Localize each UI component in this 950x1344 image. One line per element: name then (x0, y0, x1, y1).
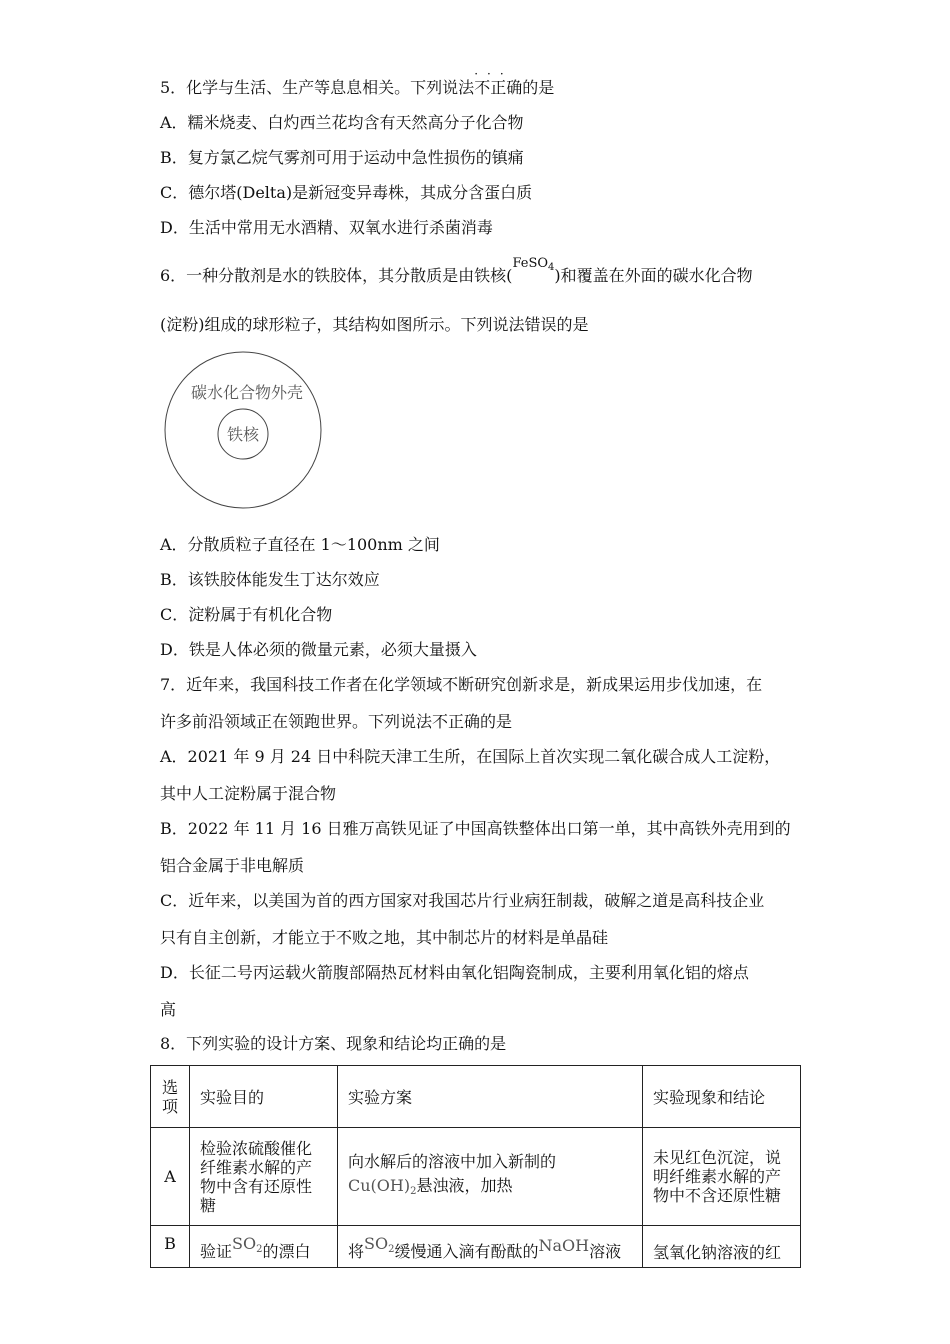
header-option: 选项 (151, 1066, 190, 1128)
q8-stem: 8．下列实验的设计方案、现象和结论均正确的是 (160, 1034, 507, 1053)
q5-option-b: B．复方氯乙烷气雾剂可用于运动中急性损伤的镇痛 (160, 148, 524, 167)
row-a-option: A (151, 1128, 190, 1226)
outer-shell-label: 碳水化合物外壳 (190, 383, 304, 402)
q7-option-c-line2: 只有自主创新，才能立于不败之地，其中制芯片的材料是单晶硅 (160, 928, 609, 947)
q6-option-c: C．淀粉属于有机化合物 (160, 605, 333, 624)
row-a-purpose: 检验浓硫酸催化 纤维素水解的产 物中含有还原性 糖 (190, 1128, 338, 1226)
q7-stem-line1: 7．近年来，我国科技工作者在化学领域不断研究创新求是，新成果运用步伐加速，在 (160, 675, 763, 694)
q7-option-d-line2: 高 (160, 1000, 177, 1019)
header-purpose: 实验目的 (190, 1066, 338, 1128)
table-row (151, 1128, 801, 1226)
colloid-structure-diagram (162, 350, 324, 512)
q6-option-d: D．铁是人体必须的微量元素，必须大量摄入 (160, 640, 477, 659)
table-row (151, 1226, 801, 1268)
row-b-option: B (151, 1226, 190, 1268)
q6-stem-line2: (淀粉)组成的球形粒子，其结构如图所示。下列说法错误的是 (160, 315, 589, 334)
row-b-purpose: 验证$SO_2$的漂白 (190, 1226, 338, 1268)
q5-stem: 5．化学与生活、生产等息息相关。下列说法 ··· 不正确的是 (160, 78, 554, 98)
row-b-result: 氢氧化钠溶液的红 (643, 1226, 801, 1268)
row-a-result: 未见红色沉淀，说 明纤维素水解的产 物中不含还原性糖 (643, 1128, 801, 1226)
q5-option-d: D．生活中常用无水酒精、双氧水进行杀菌消毒 (160, 218, 493, 237)
q6-option-a: A．分散质粒子直径在 1～100nm 之间 (160, 535, 440, 554)
header-method: 实验方案 (338, 1066, 643, 1128)
emphasis-dots: ··· (474, 67, 513, 81)
so2-formula: $SO_2$ (364, 1234, 395, 1255)
naoh-formula: NaOH (538, 1236, 590, 1255)
q6-option-b: B．该铁胶体能发生丁达尔效应 (160, 570, 380, 589)
cuoh2-formula: $Cu(OH)_2$ (348, 1175, 417, 1197)
q7-option-d-line1: D．长征二号丙运载火箭腹部隔热瓦材料由氧化铝陶瓷制成，主要利用氧化铝的熔点 (160, 963, 749, 982)
row-b-method: 将$SO_2$缓慢通入滴有酚酞的NaOH溶液 (338, 1226, 643, 1268)
q7-option-c-line1: C．近年来，以美国为首的西方国家对我国芯片行业病狂制裁，破解之道是高科技企业 (160, 891, 765, 910)
q7-stem-line2: 许多前沿领域正在领跑世界。下列说法不正确的是 (160, 712, 513, 731)
so2-formula: $SO_2$ (232, 1234, 263, 1255)
q7-option-a-line1: A．2021 年 9 月 24 日中科院天津工生所，在国际上首次实现二氧化碳合成人工淀粉， (160, 747, 781, 766)
header-result: 实验现象和结论 (643, 1066, 801, 1128)
q6-stem-line1: 6．一种分散剂是水的铁胶体，其分散质是由铁核($^{FeSO_4}$)和覆盖在外面的碳水化合物 (160, 256, 753, 285)
experiment-table (150, 1065, 801, 1268)
q5-option-c: C．德尔塔(Delta)是新冠变异毒株，其成分含蛋白质 (160, 183, 533, 202)
q7-option-b-line2: 铝合金属于非电解质 (160, 856, 305, 875)
q7-option-a-line2: 其中人工淀粉属于混合物 (160, 784, 337, 803)
emphasis-text: ··· 不正确 (474, 78, 522, 97)
iron-core-label: 铁核 (226, 425, 260, 444)
feso4-formula: FeSO4 (512, 256, 555, 273)
table-header-row (151, 1066, 801, 1128)
row-a-method: 向水解后的溶液中加入新制的 $Cu(OH)_2$悬浊液，加热 (338, 1128, 643, 1226)
q5-option-a: A．糯米烧麦、白灼西兰花均含有天然高分子化合物 (160, 113, 524, 132)
q7-option-b-line1: B．2022 年 11 月 16 日雅万高铁见证了中国高铁整体出口第一单，其中高铁外壳用到的 (160, 819, 791, 838)
